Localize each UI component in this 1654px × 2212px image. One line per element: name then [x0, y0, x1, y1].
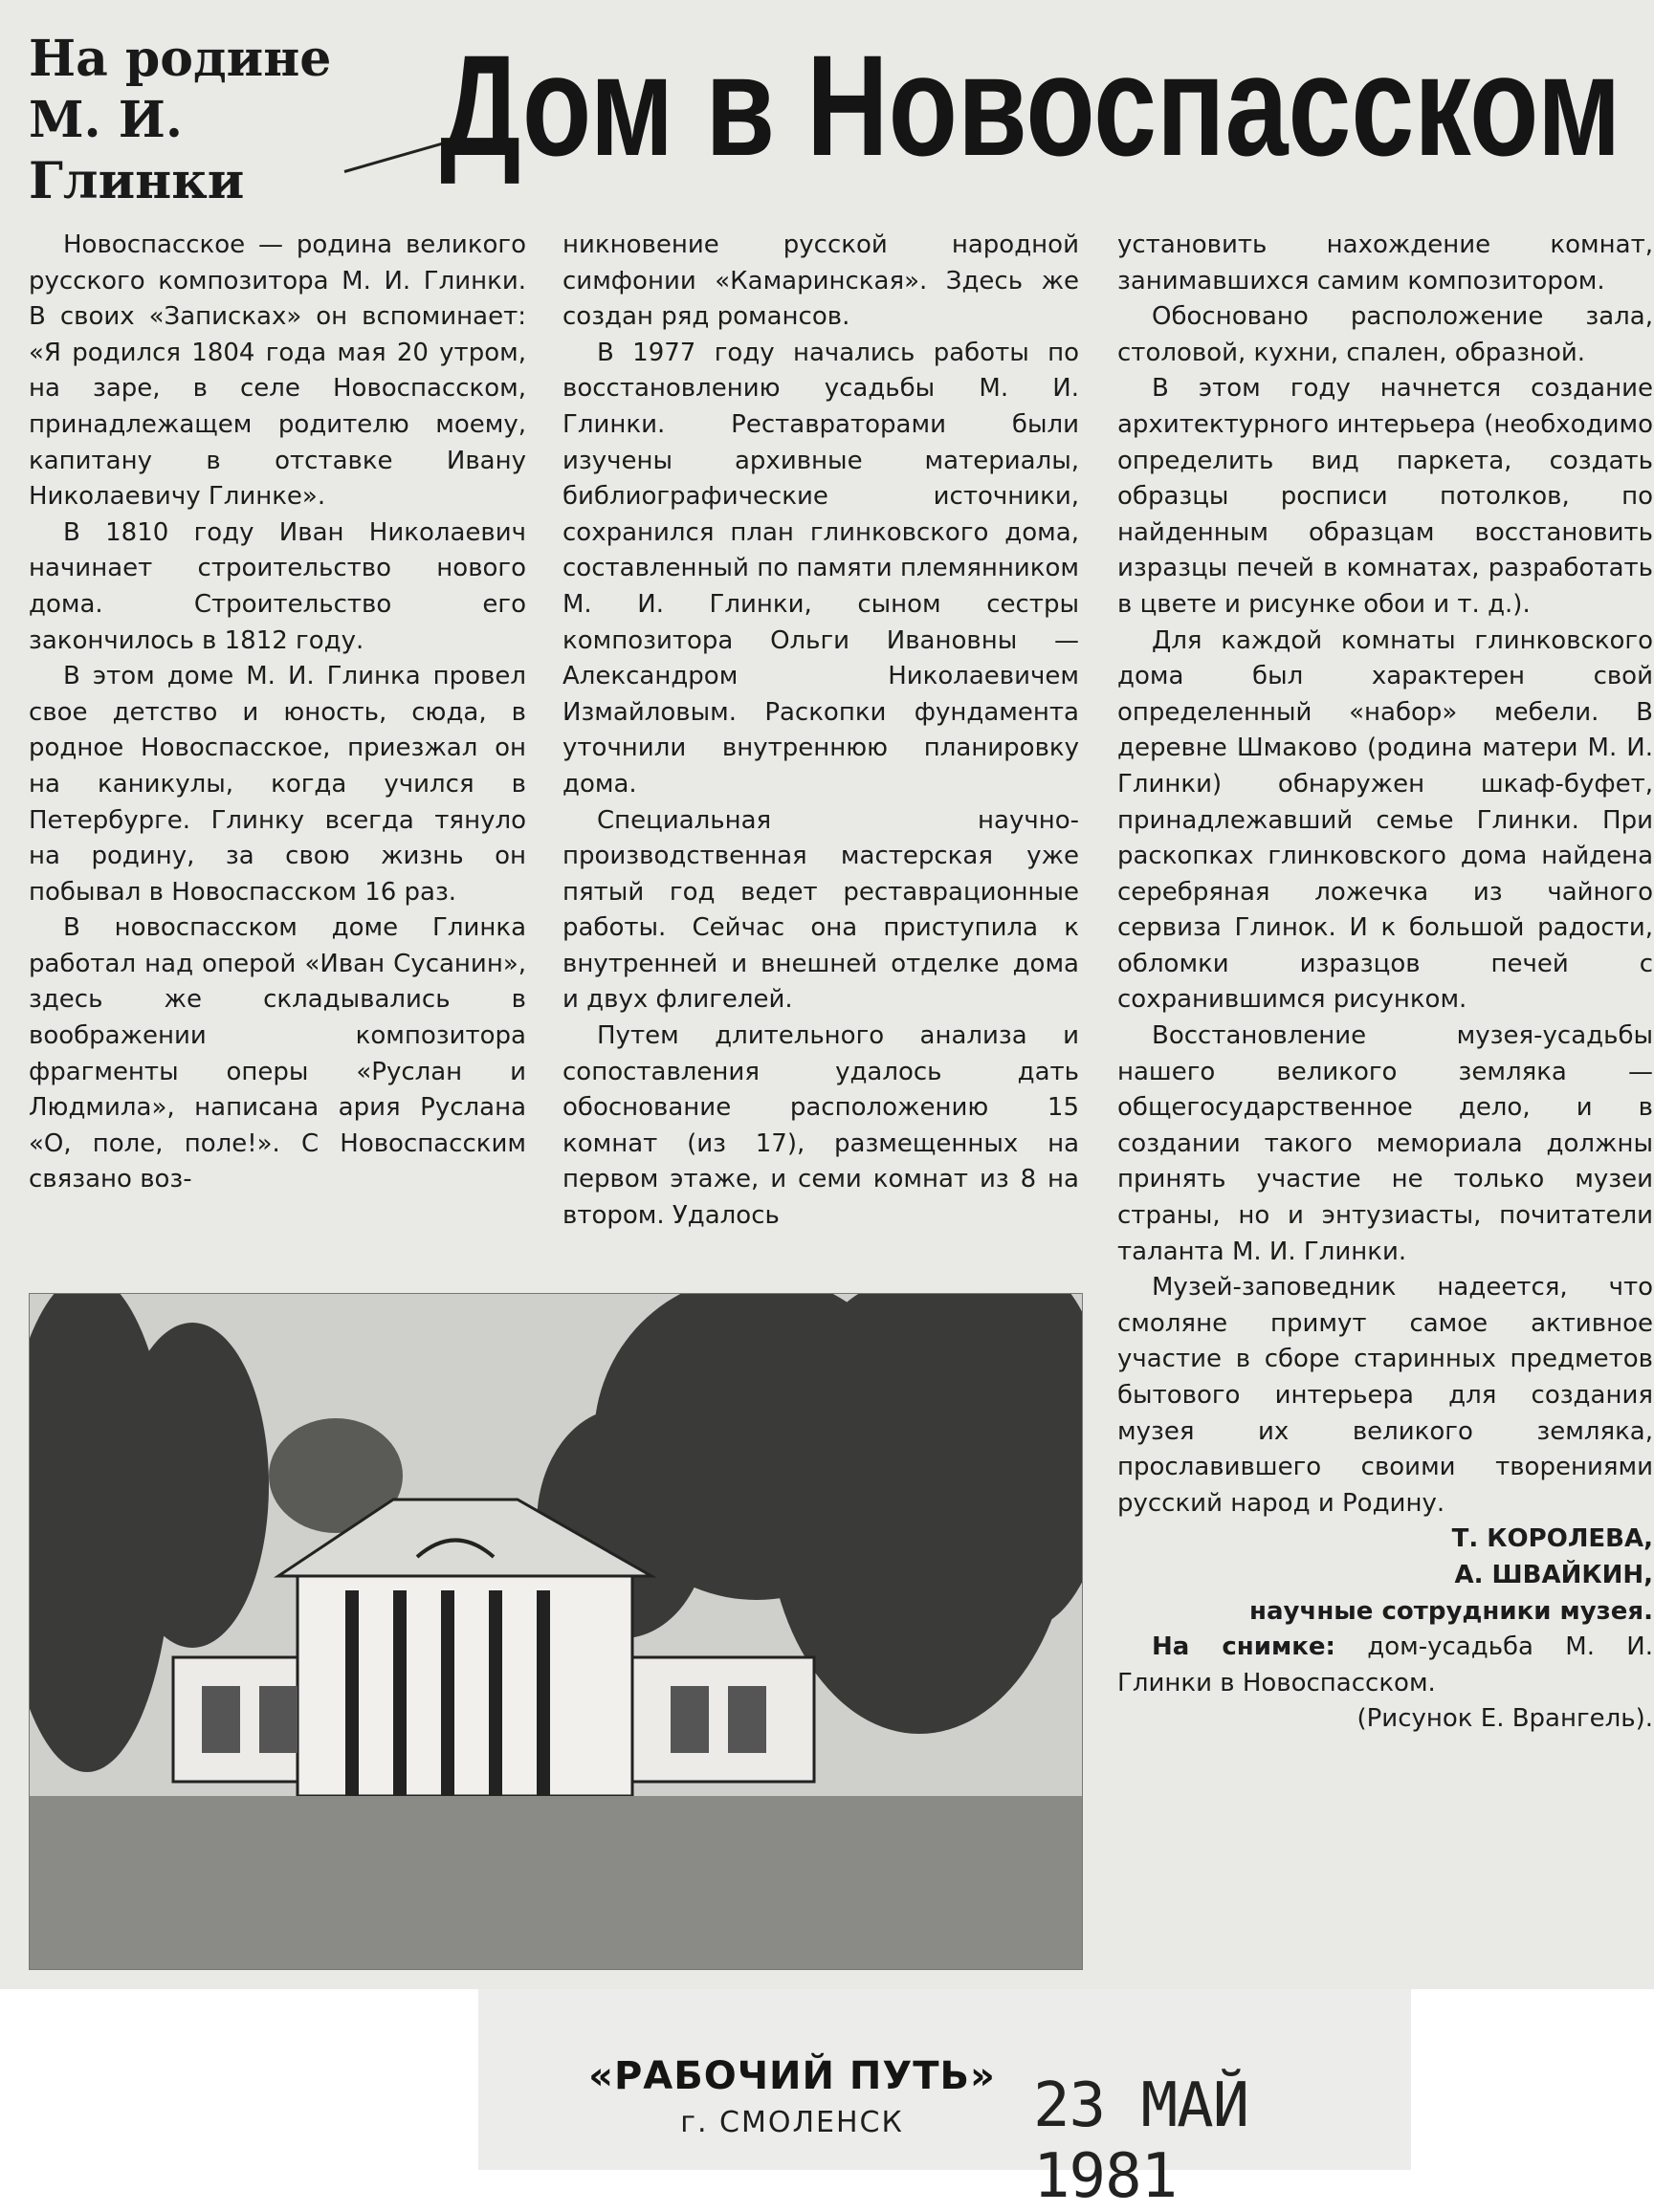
column-left	[29, 228, 526, 1198]
rubric-line-1: На родине	[29, 30, 332, 88]
column-middle	[562, 228, 1079, 1235]
article-headline: Дом в Новоспасском	[440, 25, 1621, 186]
paragraph: В 1810 году Иван Николаевич начинает строительство нового дома. Строительство его закончилось в 1812 году.	[29, 517, 526, 655]
manor-drawing	[30, 1294, 1082, 1969]
authors-role: научные сотрудники музея.	[1249, 1596, 1653, 1626]
lawn	[30, 1796, 1082, 1969]
paragraph: В новоспасском доме Глинка работал над оперой «Иван Сусанин», здесь же складывались в воображении композитора фрагменты оперы «Руслан и Людмила», написана ария Руслана «О, поле, поле!». С Новоспасским связано воз-	[29, 913, 526, 1194]
author-2: А. ШВАЙКИН,	[1454, 1560, 1653, 1589]
paragraph: Обосновано расположение зала, столовой, кухни, спален, образной.	[1117, 302, 1653, 367]
paragraph: Для каждой комнаты глинковского дома был характерен свой определенный «набор» мебели. В деревне Шмаково (родина матери М. И. Глинки) обнаружен шкаф-буфет, принадлежавший семье Глинки. При раскопках глинковского дома найдена серебряная ложечка из чайного сервиза Глинок. И к большой радости, обломки изразцов печей с сохранившимся рисунком.	[1117, 625, 1653, 1015]
newspaper-title: «РАБОЧИЙ ПУТЬ»	[588, 2054, 996, 2098]
rubric	[29, 29, 392, 212]
column-right	[1117, 228, 1653, 1738]
paragraph: Новоспасское — родина великого русского композитора М. И. Глинки. В своих «Записках» он вспоминает: «Я родился 1804 года мая 20 утром, на заре, в селе Новоспасском, принадлежащем родителю моему, капитану в отставке Ивану Николаевичу Глинке».	[29, 230, 526, 512]
paragraph: установить нахождение комнат, занимавшихся самим композитором.	[1117, 230, 1653, 296]
paragraph: Восстановление музея-усадьбы нашего великого земляка — общегосударственное дело, и в создании такого мемориала должны принять участие не только музеи страны, но и энтузиасты, почитатели таланта М. И. Глинки.	[1117, 1021, 1653, 1266]
newspaper-city: г. СМОЛЕНСК	[680, 2106, 904, 2139]
paragraph: В 1977 году начались работы по восстановлению усадьбы М. И. Глинки. Реставраторами были изучены архивные материалы, библиографические источники, сохранился план глинковского дома, составленный по памяти племянником М. И. Глинки, сыном сестры композитора Ольги Ивановны — Александром Николаевичем Измайловым. Раскопки фундамента уточнили внутреннюю планировку дома.	[562, 338, 1079, 799]
caption-text: дом-усадьба М. И. Глинки в Новоспасском.	[1117, 1632, 1653, 1697]
paragraph: В этом доме М. И. Глинка провел свое детство и юность, сюда, в родное Новоспасское, приезжал он на каникулы, когда учился в Петербурге. Глинку всегда тянуло на родину, за свою жизнь он побывал в Новоспасском 16 раз.	[29, 662, 526, 907]
caption-credit: (Рисунок Е. Врангель).	[1356, 1704, 1653, 1734]
paragraph: Путем длительного анализа и сопоставления удалось дать обоснование расположению 15 комнат (из 17), размещенных на первом этаже, и семи комнат из 8 на втором. Удалось	[562, 1021, 1079, 1231]
author-1: Т. КОРОЛЕВА,	[1451, 1524, 1653, 1554]
rubric-line-2: М. И. Глинки	[29, 91, 245, 210]
date-stamp: 23 МАЙ 1981	[1033, 2070, 1249, 2212]
paragraph: никновение русской народной симфонии «Камаринская». Здесь же создан ряд романсов.	[562, 230, 1079, 332]
paragraph: Музей-заповедник надеется, что смоляне примут самое активное участие в сборе старинных предметов бытового интерьера для создания музея их великого земляка, прославившего своими творениями русский народ и Родину.	[1117, 1273, 1653, 1518]
paragraph: В этом году начнется создание архитектурного интерьера (необходимо определить вид паркета, создать образцы росписи потолков, по найденным образцам восстановить изразцы печей в комнатах, разработать в цвете и рисунке обои и т. д.).	[1117, 374, 1653, 619]
caption-label: На снимке:	[1152, 1632, 1335, 1662]
manor-illustration	[29, 1293, 1083, 1970]
paragraph: Специальная научно-производственная мастерская уже пятый год ведет реставрационные работы. Сейчас она приступила к внутренней и внешней отделке дома и двух флигелей.	[562, 805, 1079, 1015]
photo-caption	[1117, 1630, 1653, 1701]
